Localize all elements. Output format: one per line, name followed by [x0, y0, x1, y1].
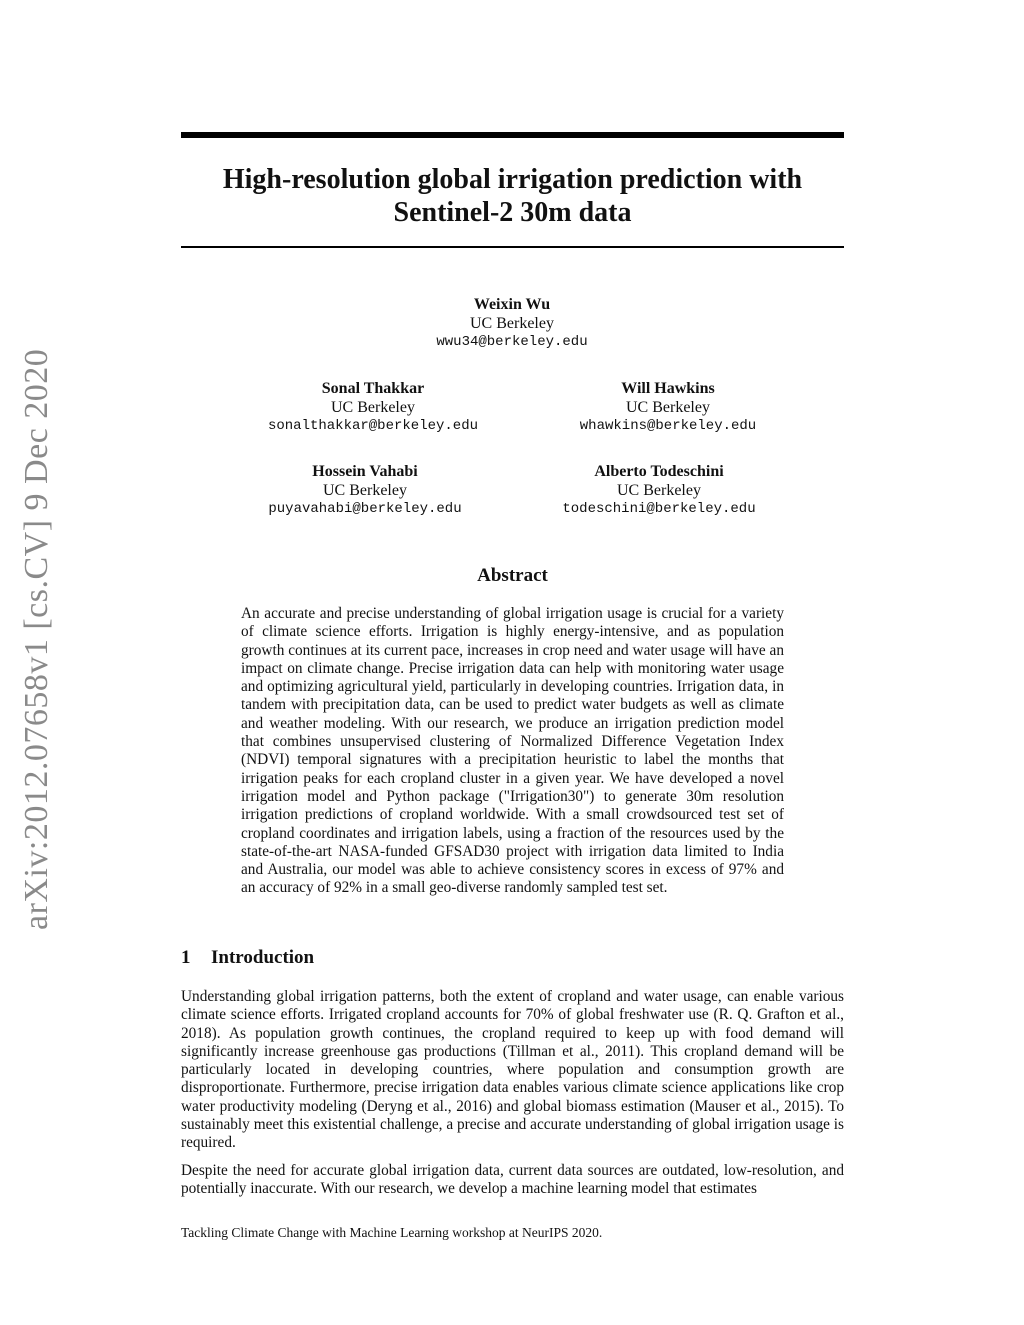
author-name: Sonal Thakkar	[321, 380, 425, 397]
author-affiliation: UC Berkeley	[617, 482, 701, 499]
author-name: Will Hawkins	[621, 380, 715, 397]
introduction-paragraph: Despite the need for accurate global irrigation data, current data sources are outdated, low-resolution, and potentially inaccurate. With our research, we develop a machine learning model that estimates	[181, 1162, 844, 1198]
author-block-alberto-todeschini	[494, 462, 824, 519]
author-email[interactable]: whawkins@berkeley.edu	[579, 418, 757, 434]
title-line-1: High-resolution global irrigation prediction with	[222, 164, 803, 195]
author-email[interactable]: wwu34@berkeley.edu	[436, 334, 588, 350]
author-block-will-hawkins	[503, 379, 833, 436]
abstract-text: An accurate and precise understanding of global irrigation usage is crucial for a variety of climate science efforts. Irrigation is highly energy-intensive, and as population growth continues at its current pace, increases in crop need and water usage will have an impact on climate change. Precise irrigation data can help with monitoring water usage and optimizing agricultural yield, particularly in developing countries. Irrigation data, in tandem with precipitation data, can be used to predict water budgets as well as climate and weather modeling. With our research, we produce an irrigation prediction model that combines unsupervised clustering of Normalized Difference Vegetation Index (NDVI) temporal signatures with a precipitation heuristic to label the months that irrigation peaks for each cropland cluster in a given year. We have developed a novel irrigation model and Python package ("Irrigation30") to generate 30m resolution irrigation predictions of cropland worldwide. With a small crowdsourced test set of cropland coordinates and irrigation labels, using a fraction of the resources used by the state-of-the-art NASA-funded GFSAD30 project with irrigation data limited to India and Australia, our model was able to achieve consistency scores in excess of 97% and an accuracy of 92% in a small geo-diverse randomly sampled test set.	[241, 605, 784, 897]
author-email[interactable]: todeschini@berkeley.edu	[562, 501, 756, 517]
introduction-paragraph: Understanding global irrigation patterns, both the extent of cropland and water usage, can enable various climate science efforts. Irrigated cropland accounts for 70% of global freshwater use (R. Q. Grafton et al., 2018). As population growth continues, the cropland required to keep up with food demand will significantly increase greenhouse gas productions (Tillman et al., 2011). This cropland demand will be particularly located in developing countries, where population and consumption growth are disproportionate. Furthermore, precise irrigation data enables various climate science applications like crop water productivity modeling (Deryng et al., 2016) and global biomass estimation (Mauser et al., 2015). To sustainably meet this existential challenge, a precise and accurate understanding of global irrigation usage is required.	[181, 988, 844, 1152]
author-name: Alberto Todeschini	[594, 463, 724, 480]
paper-title	[181, 163, 844, 229]
abstract-heading: Abstract	[477, 565, 548, 586]
author-affiliation: UC Berkeley	[323, 482, 407, 499]
venue-footnote: Tackling Climate Change with Machine Learning workshop at NeurIPS 2020.	[181, 1225, 603, 1240]
title-bottom-rule	[181, 246, 844, 248]
title-line-2: Sentinel-2 30m data	[393, 197, 632, 228]
author-email[interactable]: sonalthakkar@berkeley.edu	[267, 418, 479, 434]
author-name: Weixin Wu	[473, 296, 551, 313]
title-top-rule	[181, 132, 844, 138]
author-block-weixin-wu	[347, 295, 677, 352]
section-title: Introduction	[211, 947, 315, 968]
author-block-sonal-thakkar	[208, 379, 538, 436]
author-affiliation: UC Berkeley	[626, 399, 710, 416]
author-email[interactable]: puyavahabi@berkeley.edu	[268, 501, 462, 517]
section-number: 1	[181, 947, 191, 968]
author-affiliation: UC Berkeley	[470, 315, 554, 332]
section-heading-introduction	[181, 947, 314, 969]
author-name: Hossein Vahabi	[312, 463, 418, 480]
arxiv-identifier[interactable]: arXiv:2012.07658v1 [cs.CV] 9 Dec 2020	[18, 348, 55, 930]
author-affiliation: UC Berkeley	[331, 399, 415, 416]
author-block-hossein-vahabi	[200, 462, 530, 519]
